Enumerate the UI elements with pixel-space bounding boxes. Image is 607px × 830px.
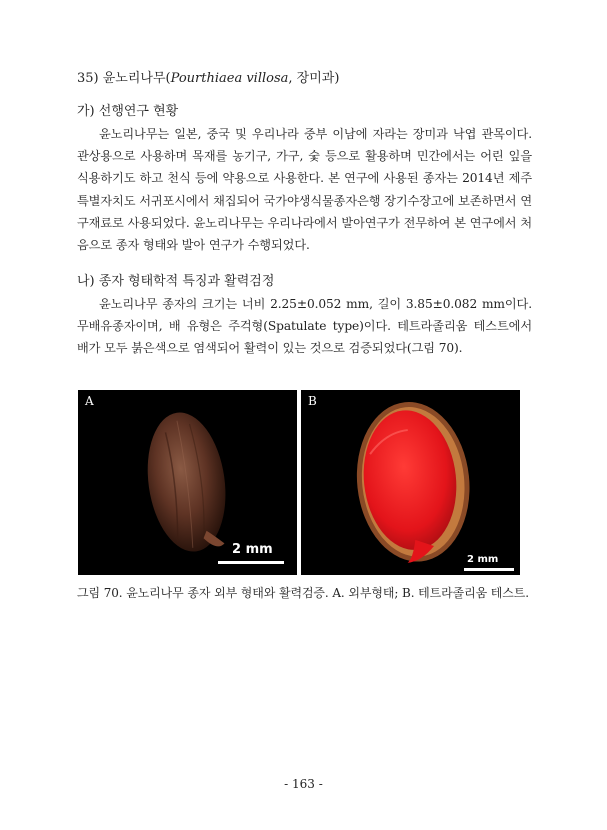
panel-b-scale-label: 2 mm xyxy=(467,554,499,565)
figure-panel-b xyxy=(301,390,520,575)
section-title xyxy=(77,67,339,86)
subsection-1-paragraph: 윤노리나무는 일본, 중국 및 우리나라 중부 이남에 자라는 장미과 낙엽 관목이다. 관상용으로 사용하며 목재를 농기구, 가구, 숯 등으로 활용하며 민간에서는 어린 잎을 식용하기도 하고 천식 등에 약용으로 사용한다. 본 연구에 사용된 종자는 2014년 제주특별자치도 서귀포시에서 채집되어 국가야생식물종자은행 장기수장고에 보존하면서 연구재료로 사용되었다. 윤노리나무는 우리나라에서 발아연구가 전무하여 본 연구에서 처음으로 종자 형태와 발아 연구가 수행되었다. xyxy=(77,127,532,253)
section-title-prefix: 35) 윤노리나무( xyxy=(77,71,171,86)
subsection-2-paragraph: 윤노리나무 종자의 크기는 너비 2.25±0.052 mm, 길이 3.85±0.082 mm이다. 무배유종자이며, 배 유형은 주걱형(Spatulate type)이다. 테트라졸리움 테스트에서 배가 모두 붉은색으로 염색되어 활력이 있는 것으로 검증되었다(그림 70). xyxy=(77,297,532,356)
subsection-2-heading: 나) 종자 형태학적 특징과 활력검정 xyxy=(77,274,275,289)
subsection-1-heading: 가) 선행연구 현황 xyxy=(77,104,179,119)
panel-a-label: A xyxy=(85,394,94,408)
tetrazolium-test-image xyxy=(301,390,520,575)
page-number: - 163 - xyxy=(284,777,323,791)
section-title-suffix: , 장미과) xyxy=(288,71,340,86)
panel-b-scale-bar xyxy=(464,568,514,571)
figure-caption: 그림 70. 윤노리나무 종자 외부 형태와 활력검증. A. 외부형태; B. 테트라졸리움 테스트. xyxy=(77,586,529,600)
panel-b-label: B xyxy=(308,394,317,408)
figure-panel-a xyxy=(78,390,297,575)
panel-a-scale-label: 2 mm xyxy=(232,542,273,557)
panel-a-scale-bar xyxy=(218,561,284,564)
section-title-latin-name: Pourthiaea villosa xyxy=(170,71,289,86)
